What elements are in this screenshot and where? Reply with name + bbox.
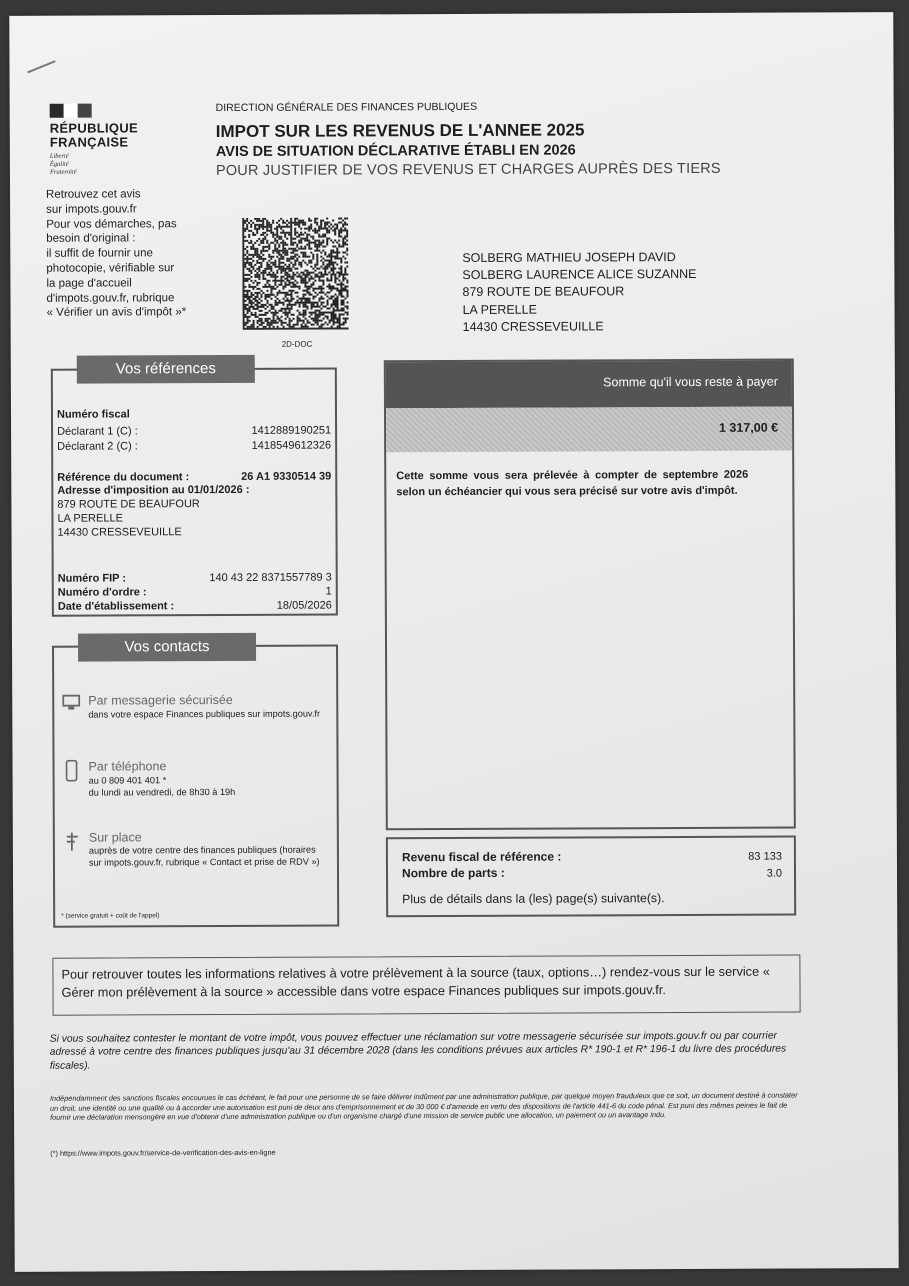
telephone-heading: Par téléphone xyxy=(88,759,167,774)
fip-label: Numéro FIP : xyxy=(57,572,127,585)
payment-header-band xyxy=(386,361,792,409)
ordre-label: Numéro d'ordre : xyxy=(57,586,147,599)
place-heading: Sur place xyxy=(88,830,142,845)
verification-link: (*) https://www.impots.gouv.fr/service-de-verification-des-avis-en-ligne xyxy=(50,1147,276,1158)
adresse-line-2: LA PERELLE xyxy=(57,512,123,525)
parts-value: 3.0 xyxy=(766,867,783,880)
payment-text: Cette somme vous sera prélevée à compter de septembre 2026 selon un échéancier qui vous sera précisé sur votre avis d'impôt. xyxy=(396,468,749,499)
ordre-value: 1 xyxy=(325,585,332,598)
document-title: IMPOT SUR LES REVENUS DE L'ANNEE 2025 xyxy=(215,120,585,142)
info-box xyxy=(52,954,800,1015)
verification-note: Retrouvez cet avis sur impots.gouv.fr Pour vos démarches, pas besoin d'original : il suffit de fournir une photocopie, vérifiable sur la page d'accueil d'impots.gouv.fr, rubrique « Vérifier un avis d'impôt »* xyxy=(46,188,187,320)
fip-value: 140 43 22 8371557789 3 xyxy=(209,571,332,585)
ref-doc-value: 26 A1 9330514 39 xyxy=(241,470,332,483)
declarant1-label: Déclarant 1 (C) : xyxy=(57,425,138,438)
contest-paragraph: Si vous souhaitez contester le montant de votre impôt, vous pouvez effectuer une réclamation sur votre messagerie sécurisée sur impots.gouv.fr ou par courrier adressé à votre centre des finances publiques jusqu'au 31 décembre 2028 (dans les conditions prévues aux articles R* 190-1 et R* 196-1 du livre des procédures fiscales). xyxy=(49,1030,787,1072)
payment-label: Somme qu'il vous reste à payer xyxy=(603,374,778,390)
republique-francaise-logo: RÉPUBLIQUE FRANÇAISE xyxy=(49,120,139,150)
place-text: auprès de votre centre des finances publiques (horaires sur impots.gouv.fr, rubrique « Contact et prise de RDV ») xyxy=(88,844,320,868)
date-label: Date d'établissement : xyxy=(57,600,175,613)
tax-document-page xyxy=(9,12,898,1272)
computer-icon xyxy=(62,694,80,712)
references-box xyxy=(51,368,338,617)
document-purpose: POUR JUSTIFIER DE VOS REVENUS ET CHARGES AUPRÈS DES TIERS xyxy=(215,160,721,180)
pen-mark xyxy=(27,60,56,73)
payment-amount: 1 317,00 € xyxy=(718,420,779,435)
adresse-label: Adresse d'imposition au 01/01/2026 : xyxy=(57,483,250,497)
declarant1-value: 1412889190251 xyxy=(251,424,332,437)
numero-fiscal-label: Numéro fiscal xyxy=(56,408,130,421)
contacts-footnote: * (service gratuit + coût de l'appel) xyxy=(61,912,160,920)
references-title: Vos références xyxy=(77,355,255,384)
adresse-line-1: 879 ROUTE DE BEAUFOUR xyxy=(57,498,200,511)
declarant2-value: 1418549612326 xyxy=(251,439,332,452)
phone-icon xyxy=(63,760,81,778)
info-text: Pour retrouver toutes les informations relatives à votre prélèvement à la source (taux, options…) rendez-vous sur le service « Gérer mon prélèvement à la source » accessible dans votre espace Finances publiques sur impots.gouv.fr. xyxy=(61,963,770,1000)
adresse-line-3: 14430 CRESSEVEUILLE xyxy=(57,526,182,539)
declarant2-label: Déclarant 2 (C) : xyxy=(57,440,138,453)
contacts-title: Vos contacts xyxy=(78,633,256,662)
messagerie-text: dans votre espace Finances publiques sur impots.gouv.fr xyxy=(88,708,321,720)
rfr-value: 83 133 xyxy=(748,850,782,863)
french-flag-icon xyxy=(50,104,92,118)
revenue-box xyxy=(386,836,796,918)
date-value: 18/05/2026 xyxy=(276,599,332,612)
payment-amount-band xyxy=(386,407,792,453)
recipient-address: SOLBERG MATHIEU JOSEPH DAVID SOLBERG LAURENCE ALICE SUZANNE 879 ROUTE DE BEAUFOUR LA PERELLE 14430 CRESSEVEUILLE xyxy=(462,250,697,334)
messagerie-heading: Par messagerie sécurisée xyxy=(88,692,233,708)
rfr-label: Revenu fiscal de référence : xyxy=(401,849,562,865)
contacts-box xyxy=(52,645,339,928)
2d-doc-barcode-icon xyxy=(242,217,348,329)
document-subtitle: AVIS DE SITUATION DÉCLARATIVE ÉTABLI EN 2026 xyxy=(215,142,576,161)
republic-motto: Liberté Égalité Fraternité xyxy=(49,152,77,176)
payment-box xyxy=(384,359,796,831)
more-details: Plus de détails dans la (les) page(s) suivante(s). xyxy=(402,891,665,907)
direction-label: DIRECTION GÉNÉRALE DES FINANCES PUBLIQUES xyxy=(215,100,478,115)
legal-paragraph: Indépendamment des sanctions fiscales encourues le cas échéant, le fait pour une personne de se faire délivrer indûment par une administration publique, par quelque moyen frauduleux que ce soit, un document destiné à constater un droit, une identité ou une qualité ou à accorder une autorisation est puni de deux ans d'emprisonnement et de 30 000 € d'amende en vertu des dispositions de l'article 441-6 du code pénal. Est puni des mêmes peines le fait de fournir une déclaration mensongère en vue d'obtenir d'une administration publique ou d'un organisme chargé d'une mission de service public une allocation, un paiement ou un avantage indu. xyxy=(49,1090,798,1122)
telephone-text: au 0 809 401 401 * du lundi au vendredi, de 8h30 à 19h xyxy=(88,775,236,798)
building-icon xyxy=(63,832,81,850)
barcode-label: 2D-DOC xyxy=(281,339,313,349)
ref-doc-label: Référence du document : xyxy=(57,471,190,484)
parts-label: Nombre de parts : xyxy=(401,865,505,881)
